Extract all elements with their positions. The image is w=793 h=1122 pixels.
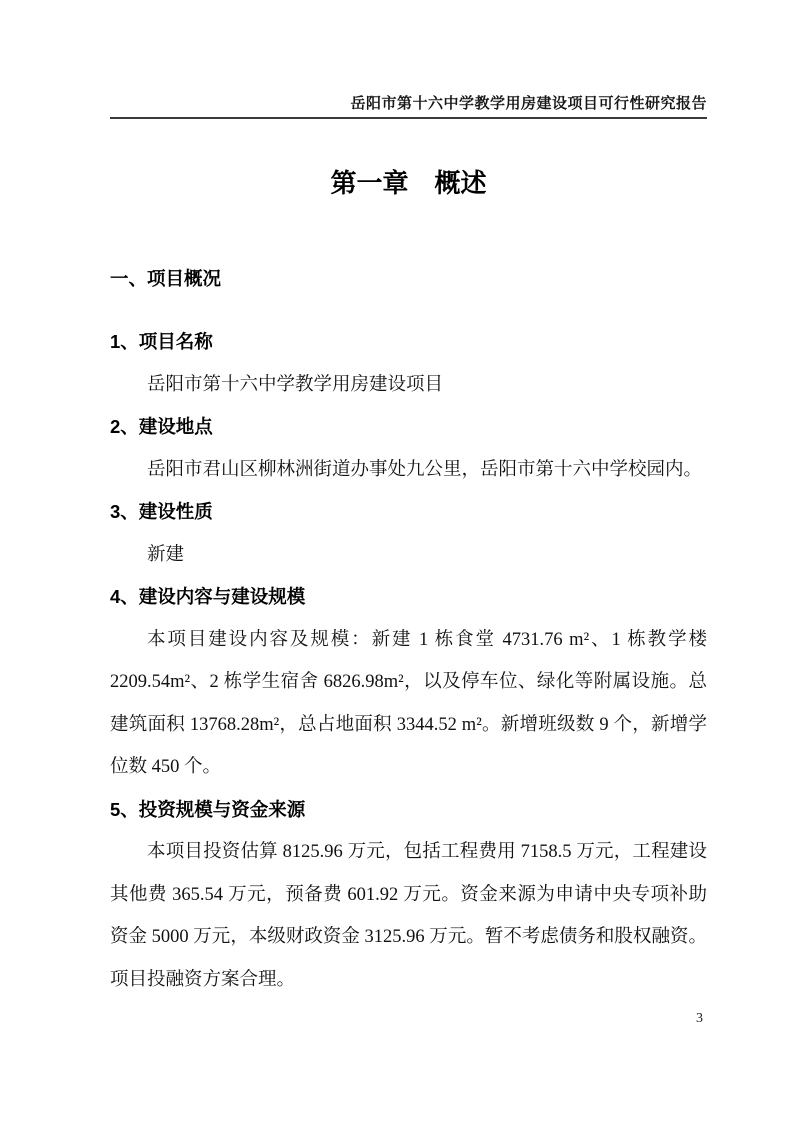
section-body-project-name: 岳阳市第十六中学教学用房建设项目 (147, 374, 444, 395)
page-number: 3 (696, 1011, 703, 1026)
section-heading-nature: 3、建设性质 (110, 501, 213, 522)
section-body-nature: 新建 (147, 544, 185, 565)
section-heading-project-name: 1、项目名称 (110, 331, 213, 352)
document-content (110, 162, 707, 1001)
section-body-scale: 本项目建设内容及规模：新建 1 栋食堂 4731.76 m²、1 栋教学楼 2209.54m²、2 栋学生宿舍 6826.98m²，以及停车位、绿化等附属设施。总建筑面积 13768.28m²，总占地面积 3344.52 m²。新增班级数 9 个，新增学位数 450 个。 (110, 629, 707, 777)
section-heading-overview: 一、项目概况 (110, 268, 222, 289)
header-title: 岳阳市第十六中学教学用房建设项目可行性研究报告 (350, 96, 707, 112)
section-heading-location: 2、建设地点 (110, 416, 213, 437)
section-body-location: 岳阳市君山区柳林洲街道办事处九公里，岳阳市第十六中学校园内。 (147, 459, 703, 480)
section-heading-scale: 4、建设内容与建设规模 (110, 586, 306, 607)
chapter-title: 第一章 概述 (330, 168, 487, 198)
section-heading-investment: 5、投资规模与资金来源 (110, 798, 306, 820)
section-body-investment: 本项目投资估算 8125.96 万元，包括工程费用 7158.5 万元，工程建设其他费 365.54 万元，预备费 601.92 万元。资金来源为申请中央专项补助资金 5000 万元，本级财政资金 3125.96 万元。暂不考虑债务和股权融资。项目投融资方案合理。 (110, 842, 707, 990)
page-header (110, 0, 707, 119)
